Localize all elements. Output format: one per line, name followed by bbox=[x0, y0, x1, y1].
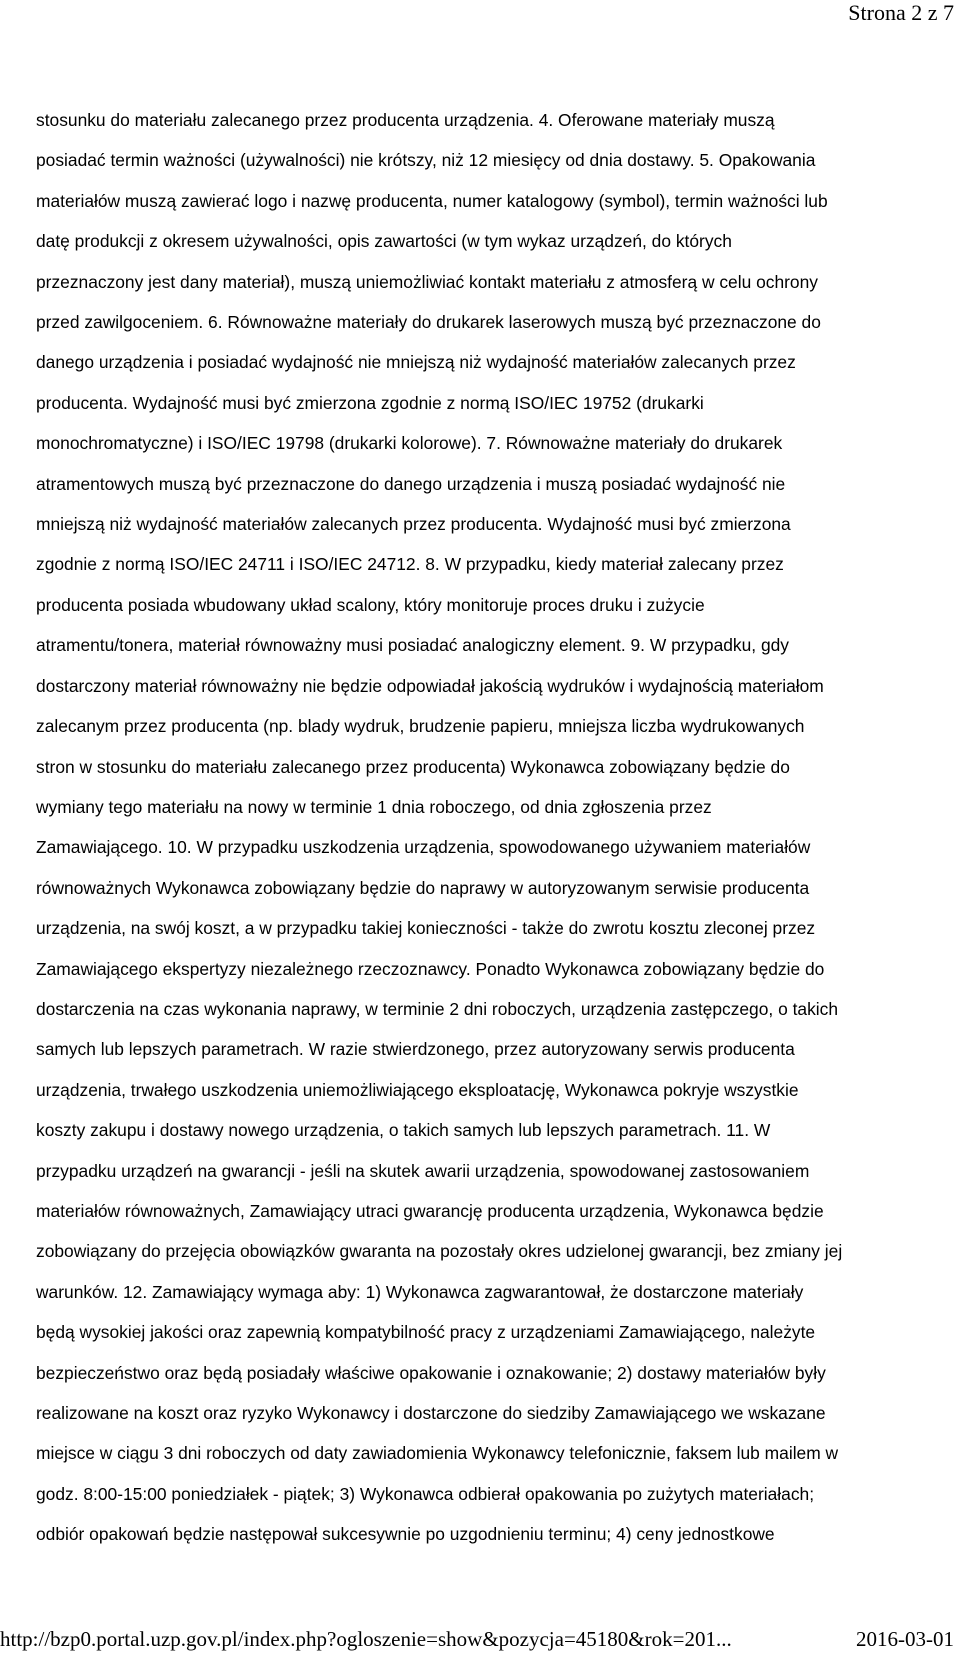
body-line: równoważnych Wykonawca zobowiązany będzie do naprawy w autoryzowanym serwisie producenta bbox=[36, 877, 810, 898]
body-line: urządzenia, na swój koszt, a w przypadku takiej konieczności - także do zwrotu kosztu zleconej przez bbox=[36, 918, 816, 939]
page-indicator: Strona 2 z 7 bbox=[848, 0, 954, 25]
body-line: będą wysokiej jakości oraz zapewnią kompatybilność pracy z urządzeniami Zamawiającego, należyte bbox=[36, 1322, 816, 1343]
body-line: dostarczenia na czas wykonania naprawy, w terminie 2 dni roboczych, urządzenia zastępczego, o takich bbox=[36, 998, 838, 1019]
body-line: stron w stosunku do materiału zalecanego przez producenta) Wykonawca zobowiązany będzie do bbox=[36, 756, 790, 777]
body-line: mniejszą niż wydajność materiałów zalecanych przez producenta. Wydajność musi być zmierzona bbox=[36, 514, 791, 535]
print-date: 2016-03-01 bbox=[856, 1627, 954, 1651]
body-line: urządzenia, trwałego uszkodzenia uniemożliwiającego eksploatację, Wykonawca pokryje wszystkie bbox=[36, 1079, 799, 1100]
body-line: przeznaczony jest dany materiał), muszą uniemożliwiać kontakt materiału z atmosferą w celu ochrony bbox=[36, 271, 818, 292]
body-line: materiałów równoważnych, Zamawiający utraci gwarancję producenta urządzenia, Wykonawca będzie bbox=[36, 1200, 824, 1221]
body-line: zalecanym przez producenta (np. blady wydruk, brudzenie papieru, mniejsza liczba wydrukowanych bbox=[36, 716, 805, 737]
body-line: zobowiązany do przejęcia obowiązków gwaranta na pozostały okres udzielonej gwarancji, bez zmiany jej bbox=[36, 1241, 843, 1262]
body-line: realizowane na koszt oraz ryzyko Wykonawcy i dostarczone do siedziby Zamawiającego we wskazane bbox=[36, 1403, 826, 1423]
body-line: przypadku urządzeń na gwarancji - jeśli na skutek awarii urządzenia, spowodowanej zastosowaniem bbox=[36, 1160, 810, 1181]
body-line: producenta posiada wbudowany układ scalony, który monitoruje proces druku i zużycie bbox=[36, 594, 705, 615]
body-line: odbiór opakowań będzie następował sukcesywnie po uzgodnieniu terminu; 4) ceny jednostkowe bbox=[36, 1524, 775, 1545]
body-line: Zamawiającego. 10. W przypadku uszkodzenia urządzenia, spowodowanego używaniem materiałów bbox=[36, 837, 811, 858]
body-line: godz. 8:00-15:00 poniedziałek - piątek; 3) Wykonawca odbierał opakowania po zużytych materiałach; bbox=[36, 1483, 815, 1504]
body-line: koszty zakupu i dostawy nowego urządzenia, o takich samych lub lepszych parametrach. 11. W bbox=[36, 1120, 771, 1141]
body-line: warunków. 12. Zamawiający wymaga aby: 1) Wykonawca zagwarantował, że dostarczone materiały bbox=[36, 1281, 804, 1302]
body-line: stosunku do materiału zalecanego przez producenta urządzenia. 4. Oferowane materiały muszą bbox=[36, 110, 775, 130]
document-body bbox=[36, 100, 924, 1555]
page-footer bbox=[0, 1624, 960, 1654]
body-line: materiałów muszą zawierać logo i nazwę producenta, numer katalogowy (symbol), termin ważności lub bbox=[36, 190, 828, 211]
body-line: zgodnie z normą ISO/IEC 24711 i ISO/IEC 24712. 8. W przypadku, kiedy materiał zalecany przez bbox=[36, 554, 784, 575]
body-line: Zamawiającego ekspertyzy niezależnego rzeczoznawcy. Ponadto Wykonawca zobowiązany będzie do bbox=[36, 958, 825, 979]
body-line: producenta. Wydajność musi być zmierzona zgodnie z normą ISO/IEC 19752 (drukarki bbox=[36, 392, 704, 413]
body-line: wymiany tego materiału na nowy w terminie 1 dnia roboczego, od dnia zgłoszenia przez bbox=[36, 796, 712, 817]
body-line: datę produkcji z okresem używalności, opis zawartości (w tym wykaz urządzeń, do których bbox=[36, 231, 732, 252]
body-line: atramentowych muszą być przeznaczone do danego urządzenia i muszą posiadać wydajność nie bbox=[36, 473, 786, 494]
body-line: samych lub lepszych parametrach. W razie stwierdzonego, przez autoryzowany serwis producenta bbox=[36, 1039, 795, 1060]
body-line: dostarczony materiał równoważny nie będzie odpowiadał jakością wydruków i wydajnością materiałom bbox=[36, 675, 824, 696]
body-line: przed zawilgoceniem. 6. Równoważne materiały do drukarek laserowych muszą być przeznaczone do bbox=[36, 312, 821, 333]
body-line: atramentu/tonera, materiał równoważny musi posiadać analogiczny element. 9. W przypadku, gdy bbox=[36, 635, 790, 656]
body-line: danego urządzenia i posiadać wydajność nie mniejszą niż wydajność materiałów zalecanych przez bbox=[36, 352, 796, 373]
body-line: posiadać termin ważności (używalności) nie krótszy, niż 12 miesięcy od dnia dostawy. 5. Opakowania bbox=[36, 150, 816, 171]
body-line: monochromatyczne) i ISO/IEC 19798 (drukarki kolorowe). 7. Równoważne materiały do drukarek bbox=[36, 433, 783, 454]
source-url: http://bzp0.portal.uzp.gov.pl/index.php?ogloszenie=show&pozycja=45180&rok=201... bbox=[0, 1627, 732, 1651]
body-line: bezpieczeństwo oraz będą posiadały właściwe opakowanie i oznakowanie; 2) dostawy materiałów były bbox=[36, 1362, 826, 1383]
body-line: miejsce w ciągu 3 dni roboczych od daty zawiadomienia Wykonawcy telefonicznie, faksem lub mailem w bbox=[36, 1443, 839, 1464]
